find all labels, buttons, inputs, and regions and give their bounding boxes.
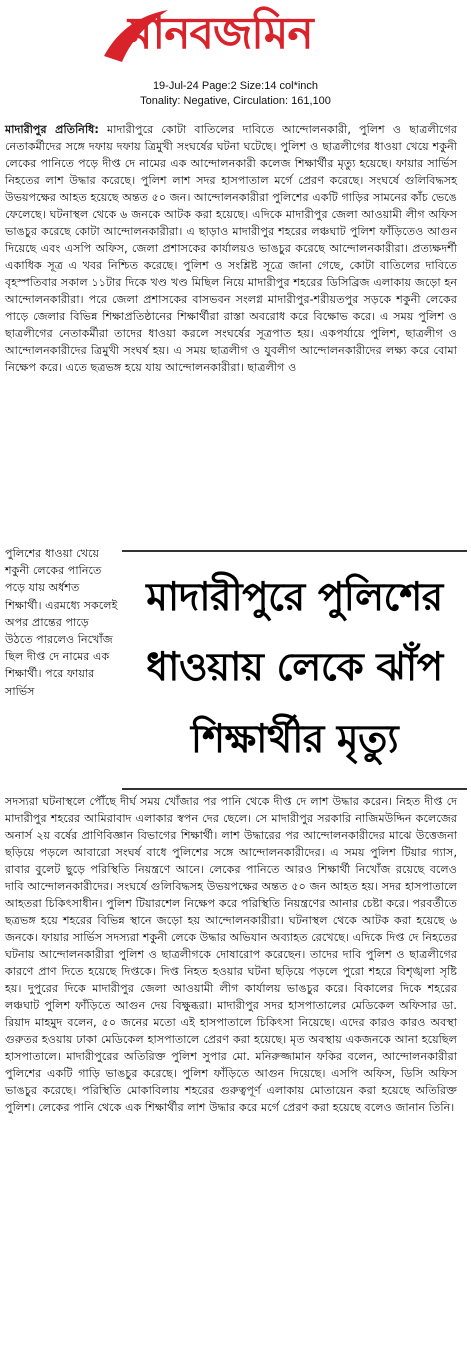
headline-line-1: মাদারীপুরে পুলিশের bbox=[146, 575, 443, 620]
headline-line-3: শিক্ষার্থীর মৃত্যু bbox=[190, 717, 399, 762]
headline-box bbox=[122, 550, 467, 790]
article-body-top bbox=[5, 121, 457, 376]
article-narrow-column: পুলিশের ধাওয়া খেয়ে শকুনী লেকের পানিতে পড়ে যায় অর্ধশত শিক্ষার্থী। এরমধ্যে সকলেই অপর প্রান্তের পাড়ে উঠতে পারলেও নিখোঁজ ছিল দীপ্ত দে নামের এক শিক্ষার্থী। পরে ফায়ার সার্ভিস bbox=[5, 547, 118, 698]
article-paragraph-1: মাদারীপুরে কোটা বাতিলের দাবিতে আন্দোলনকারী, পুলিশ ও ছাত্রলীগের নেতাকর্মীদের সঙ্গে দফায় দফায় ত্রিমুখী সংঘর্ষের ঘটনা ঘটেছে। পুলিশ ও ছাত্রলীগের ধাওয়া খেয়ে শকুনী লেকের পানিতে পড়ে দীপ্ত দে নামের এক আন্দোলনকারী কলেজ শিক্ষার্থীর মৃত্যু হয়েছে। ফায়ার সার্ভিস নিহতের লাশ উদ্ধার করেছে। পুলিশ লাশ সদর হাসপাতাল মর্গে প্রেরণ করেছে। সংঘর্ষে গুলিবিদ্ধসহ উভয়পক্ষের আহত হয়েছে অন্তত ৫০ জন। আন্দোলনকারীরা পুলিশের একটি গাড়ির সামনের কাঁচ ভেঙে ফেলেছে। ঘটনাস্থল থেকে ৬ জনকে আটক করা হয়েছে। এদিকে মাদারীপুর জেলা আওয়ামী লীগ অফিস ভাঙচুর করেছে কোটা আন্দোলনকারীরা। এ ছাড়াও মাদারীপুর শহরের লঞ্চঘাট পুলিশ ফাঁড়িতেও আগুন দিয়েছে এবং এসপি অফিস, জেলা প্রশাসকের কার্যালয়ও ভাঙচুর করেছে আন্দোলনকারীরা। প্রত্যক্ষদর্শী একাধিক সূত্র এ খবর নিশ্চিত করেছে। পুলিশ ও সংশ্লিষ্ট সূত্রে জানা গেছে, কোটা বাতিলের দাবিতে বৃহস্পতিবার সকাল ১১টার দিকে খণ্ড খণ্ড মিছিল নিয়ে মাদারীপুর শহরের ডিসিব্রিজ এলাকায় জড়ো হন আন্দোলনকারীরা। পরে জেলা প্রশাসকের বাসভবন সংলগ্ন মাদারীপুর-শরীয়তপুর সড়কে শকুনী লেকের পাড়ে জেলার বিভিন্ন শিক্ষাপ্রতিষ্ঠানের শিক্ষার্থীরা রাস্তা অবরোধ করে বিক্ষোভ করে। এ সময় পুলিশ ও ছাত্রলীগের নেতাকর্মীরা তাদের ধাওয়া করলে সংঘর্ষের সূত্রপাত হয়। একপর্যায়ে পুলিশ, ছাত্রলীগ ও আন্দোলনকারীদের ত্রিমুখী সংঘর্ষ হয়। এ সময় ছাত্রলীগ ও যুবলীগ আন্দোলনকারীদের লক্ষ্য করে বোমা নিক্ষেপ করে। এতে ছত্রভঙ্গ হয়ে যায় আন্দোলনকারীরা। ছাত্রলীগ ও bbox=[5, 123, 458, 374]
headline-line-2: ধাওয়ায় লেকে ঝাঁপ bbox=[146, 645, 443, 690]
newspaper-logo: মানবজমিন bbox=[128, 8, 313, 59]
article-body-bottom: সদস্যরা ঘটনাস্থলে পৌঁছে দীর্ঘ সময় খোঁজার পর পানি থেকে দীপ্ত দে লাশ উদ্ধার করেন। নিহত দীপ্ত দে মাদারীপুর শহরের আমিরাবাদ এলাকার স্বপন দের ছেলে। সে মাদারীপুর সরকারি নাজিমউদ্দিন কলেজের অনার্স ২য় বর্ষের প্রাণিবিজ্ঞান বিভাগের শিক্ষার্থী। লাশ উদ্ধারের পর আন্দোলনকারীদের মাঝে উত্তেজনা ছড়িয়ে পড়লে আবারো সংঘর্ষ বাধে পুলিশের সঙ্গে আন্দোলনকারীদের। এ সময় পুলিশ টিয়ার গ্যাস, রাবার বুলেট ছুড়ে পরিস্থিতি নিয়ন্ত্রণে আনে। লেকের পানিতে আরও শিক্ষার্থী নিখোঁজ রয়েছে বলেও দাবি আন্দোলনকারীদের। সংঘর্ষে গুলিবিদ্ধসহ উভয়পক্ষের অন্তত ৫০ জন আহত হয়। সদর হাসপাতালে আহতরা চিকিৎসাধীন। পুলিশ টিয়ারশেল নিক্ষেপ করে পরিস্থিতি নিয়ন্ত্রণের আনার চেষ্টা করে। পরবর্তীতে ছত্রভঙ্গ হয়ে শহরের বিভিন্ন স্থানে জড়ো হয় আন্দোলনকারীরা। ঘটনাস্থল থেকে আটক করা হয়েছে ৬ জনকে। ফায়ার সার্ভিস সদস্যরা শকুনী লেকে উদ্ধার অভিযান অব্যাহত রেখেছে। এদিকে দিপ্ত দে নিহতের ঘটনায় আন্দোলনকারীরা পুলিশ ও ছাত্রলীগকে দোষারোপ করেছেন। তাদের দাবি পুলিশ ও ছাত্রলীগের কারণে প্রাণ দিতে হয়েছে দিপ্তকে। দিপ্ত নিহত হওয়ার ঘটনা ছড়িয়ে পড়লে পুরো শহরে বিশৃঙ্খলা সৃষ্টি হয়। দুপুরের দিকে মাদারীপুর জেলা আওয়ামী লীগ কার্যালয় ভাঙচুর করে। বিকালের দিকে শহরের লঞ্চঘাট পুলিশ ফাঁড়িতে আগুন দেয় বিক্ষুব্ধরা। মাদারীপুর সদর হাসপাতালের মেডিকেল অফিসার ডা. রিয়াদ মাহমুদ বলেন, ৫০ জনের মতো এই হাসপাতালে চিকিৎসা নিয়েছে। এদের কারও কারও অবস্থা গুরুতর হওয়ায় ঢাকা মেডিকেল হাসপাতালে প্রেরণ করা হয়েছে। মৃত অবস্থায় একজনকে আনা হয়েছিল হাসপাতালে। মাদারীপুরের অতিরিক্ত পুলিশ সুপার মো. মনিরুজ্জামান ফকির বলেন, আন্দোলনকারীরা পুলিশের একটি গাড়ি ভাঙচুর করেছে। পুলিশ ফাঁড়িতে আগুন দিয়েছে। এসপি অফিস, ডিসি অফিস ভাঙচুর করেছে। পরিস্থিতি মোকাবিলায় শহরের গুরুত্বপূর্ণ এলাকায় মোতায়েন করা হয়েছে অতিরিক্ত পুলিশ। লেকের পানি থেকে এক শিক্ষার্থীর লাশ উদ্ধার করে মর্গে প্রেরণ করা হয়েছে বলেও জানান তিনি। bbox=[5, 795, 457, 1114]
clipping-meta-tonality: Tonality: Negative, Circulation: 161,100 bbox=[140, 95, 331, 107]
masthead bbox=[0, 0, 471, 78]
byline: মাদারীপুর প্রতিনিধি: bbox=[5, 123, 99, 136]
clipping-meta-date: 19-Jul-24 Page:2 Size:14 col*inch bbox=[152, 80, 319, 92]
